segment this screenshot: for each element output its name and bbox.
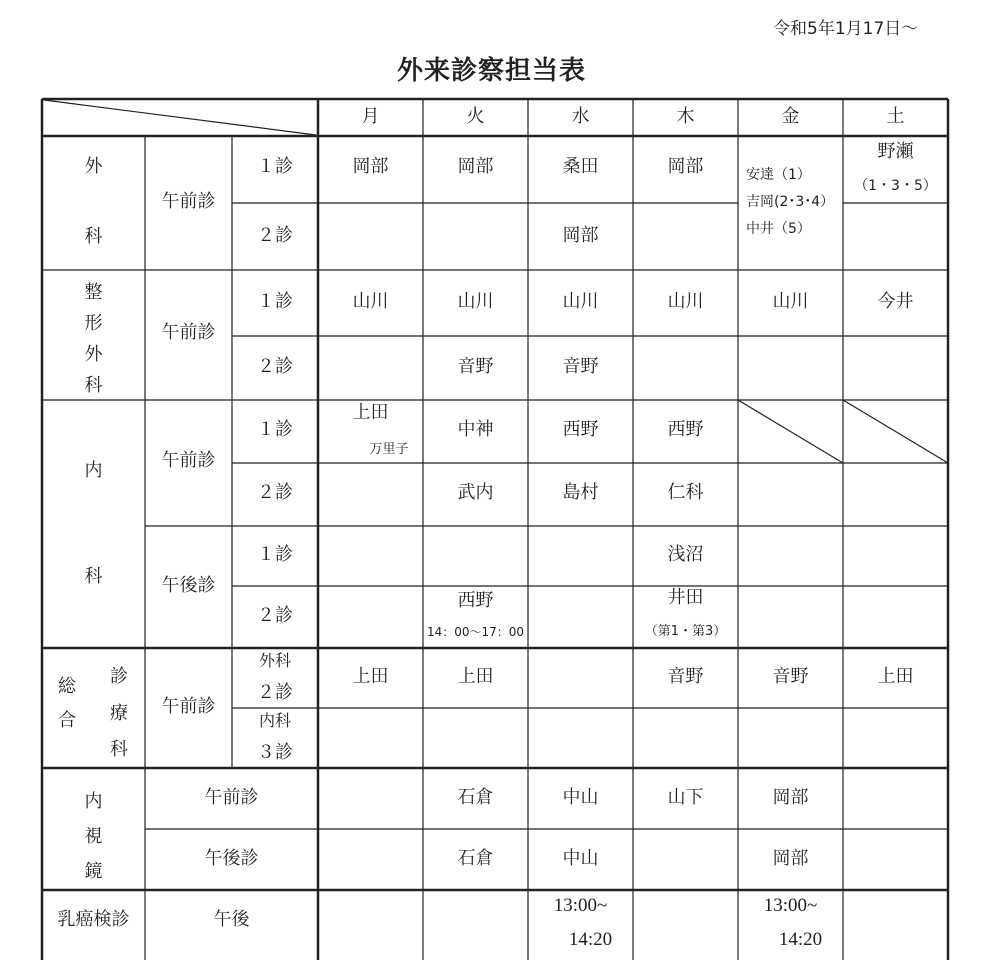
- day-header-tue: 火: [466, 106, 485, 127]
- day-header-wed: 水: [571, 106, 590, 127]
- day-header-fri: 金: [781, 106, 800, 127]
- doctor-cell: 山下: [667, 787, 704, 808]
- doctor-cell: 岡部: [352, 156, 389, 177]
- dept-general-1: 総: [58, 676, 76, 697]
- day-header-mon: 月: [361, 106, 380, 127]
- doctor-cell: 音野: [667, 666, 704, 687]
- dept-general-2: 合: [58, 710, 76, 731]
- session-label: 午前診: [161, 191, 216, 212]
- dept-internal-top: 内: [84, 460, 103, 481]
- doctor-cell: 今井: [877, 291, 914, 312]
- doctor-cell: 岡部: [772, 787, 809, 808]
- slot-label: ２診: [257, 225, 293, 246]
- doctor-cell: 西野: [457, 590, 494, 611]
- doctor-cell: 中山: [562, 787, 599, 808]
- slot-label: １診: [257, 544, 293, 565]
- session-label: 午前診: [161, 322, 216, 343]
- doctor-cell: 岡部: [667, 156, 704, 177]
- doctor-cell: 西野: [562, 419, 599, 440]
- doctor-cell: 上田: [877, 666, 914, 687]
- time-cell: 14:20: [778, 929, 823, 950]
- doctor-cell: 岡部: [562, 225, 599, 246]
- time-cell: 13:00~: [763, 895, 818, 916]
- doctor-cell: 上田: [457, 666, 494, 687]
- slot-label: １診: [257, 156, 293, 177]
- doctor-cell: 岡部: [772, 848, 809, 869]
- slot-label: １診: [257, 419, 293, 440]
- doctor-cell-fri-surgery: [746, 162, 834, 243]
- slot-label: １診: [257, 291, 293, 312]
- page-title: 外来診察担当表: [396, 56, 586, 86]
- doctor-note: （1・3・5）: [854, 178, 937, 194]
- doctor-entry: 安達（1）: [746, 167, 811, 183]
- slot-label: ２診: [257, 482, 293, 503]
- doctor-cell: 岡部: [457, 156, 494, 177]
- doctor-cell: 上田: [352, 402, 389, 423]
- session-label: 午後: [213, 909, 250, 930]
- dept-general-3: 診: [110, 666, 128, 687]
- dept-orthopedics: 整 形 外 科: [84, 282, 103, 396]
- doctor-cell: 桑田: [562, 156, 599, 177]
- slot-label: 外科: [258, 651, 291, 670]
- time-cell: 13:00~: [553, 895, 608, 916]
- doctor-cell: 音野: [562, 356, 599, 377]
- doctor-cell: 中山: [562, 848, 599, 869]
- doctor-cell: 石倉: [457, 787, 494, 808]
- slot-label: ３診: [257, 742, 293, 763]
- doctor-cell: 山川: [562, 291, 599, 312]
- dept-general-5: 科: [110, 739, 128, 760]
- doctor-cell: 仁科: [667, 482, 704, 503]
- doctor-cell: 武内: [457, 482, 494, 503]
- doctor-cell: 山川: [457, 291, 494, 312]
- doctor-cell: 山川: [667, 291, 704, 312]
- doctor-cell: 島村: [562, 482, 599, 503]
- session-label: 午後診: [161, 575, 216, 596]
- doctor-cell: 音野: [457, 356, 494, 377]
- doctor-cell: 石倉: [457, 848, 494, 869]
- day-header-thu: 木: [676, 106, 695, 127]
- effective-date: 令和5年1月17日～: [773, 19, 919, 39]
- doctor-cell: 音野: [772, 666, 809, 687]
- doctor-note: （第1・第3）: [644, 624, 727, 639]
- doctor-cell: 野瀬: [877, 141, 914, 162]
- doctor-cell: 山川: [772, 291, 809, 312]
- doctor-entry: 吉岡(2･3･4）: [746, 194, 835, 210]
- dept-internal-bottom: 科: [84, 566, 103, 587]
- day-header-sat: 土: [886, 106, 905, 127]
- doctor-cell: 井田: [667, 587, 704, 608]
- slot-label: ２診: [257, 605, 293, 626]
- dept-breast-screening: 乳癌検診: [57, 909, 130, 930]
- time-cell: 14:20: [568, 929, 613, 950]
- slot-label: ２診: [257, 682, 293, 703]
- doctor-cell: 中神: [457, 419, 494, 440]
- slot-label: ２診: [257, 356, 293, 377]
- dept-general-4: 療: [110, 703, 128, 724]
- doctor-cell: 山川: [352, 291, 389, 312]
- doctor-cell: 上田: [352, 666, 389, 687]
- session-label: 午前診: [161, 450, 216, 471]
- session-label: 午前診: [161, 696, 216, 717]
- dept-surgery-bottom: 科: [84, 226, 103, 247]
- session-label: 午後診: [204, 848, 259, 869]
- slot-label: 内科: [258, 711, 291, 730]
- doctor-cell: 浅沼: [667, 544, 704, 565]
- doctor-note: 14：00～17：00: [426, 625, 525, 639]
- session-label: 午前診: [204, 787, 259, 808]
- doctor-entry: 中井（5）: [746, 221, 811, 237]
- doctor-note: 万里子: [369, 442, 409, 457]
- dept-endoscopy: 内 視 鏡: [84, 791, 103, 882]
- doctor-cell: 西野: [667, 419, 704, 440]
- dept-surgery-top: 外: [84, 156, 103, 177]
